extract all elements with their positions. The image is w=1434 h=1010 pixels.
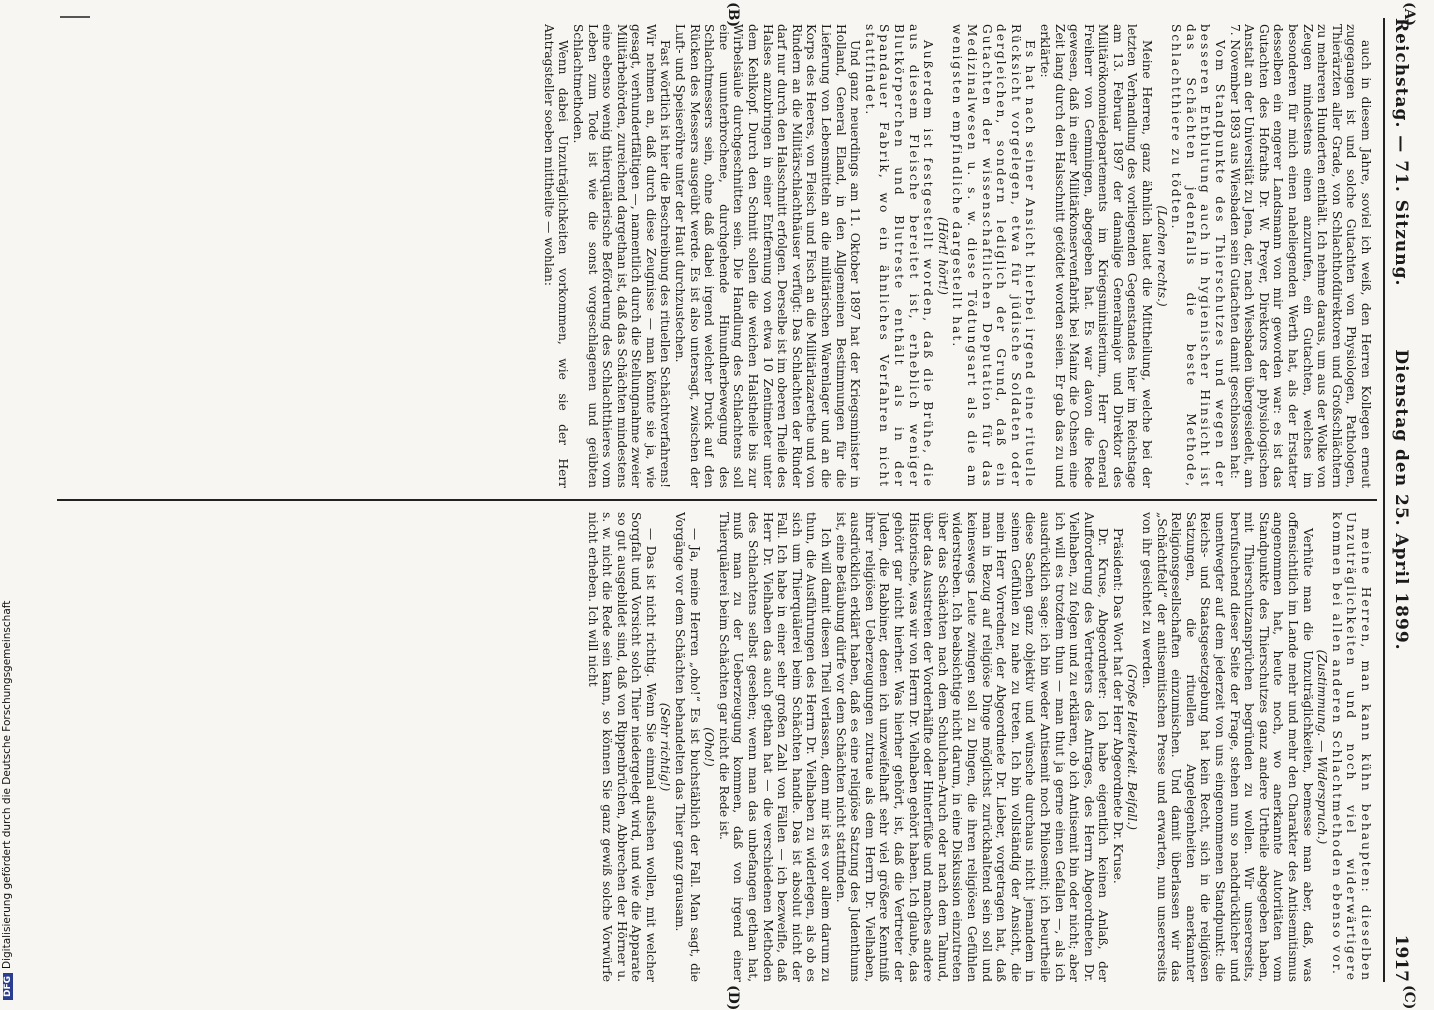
paragraph: Fast wörtlich ist hier die Beschreibung des rituellen Schächtverfahrens! Wir nehmen an, daß durch diese Zeugnisse — man könnte sie ja, wie gesagt, verhundertfältigen —, namentlich durch die Stellungnahme zweier Militärbehörden, zureichend dargethan ist, daß das Schächten mindestens eine ebenso wenig thierquälerische Beförderung des Schlachtthieres vom Leben zum Tode ist wie die sonst vorgeschlagenen und geübten Schlachtmethoden. [570,24,673,488]
paragraph: Wenn dabei Unzuträglichkeiten vorkommen, wie sie der Herr Antragsteller soeben mittheilte — wohlan: [541,24,571,488]
credit-text: Digitalisierung gefördert durch die Deutsche Forschungsgemeinschaft [1,600,13,969]
header-title: Reichstag. — 71. Sitzung. [1391,18,1411,287]
margin-mark-b: (B) [725,2,741,28]
paragraph: Dr. Kruse, Abgeordneter: Ich habe eigentlich keinen Anlaß, der Aufforderung des Vertreters des Antrages, des Herrn Abgeordneten Dr. Vielhaben, zu folgen und zu erklären, ob ich Antisemit bin oder nicht; aber ich will es trotzdem thun — man thut ja gerne einen Gefallen —, als ich ausdrücklich sage: ich bin weder Antisemit noch Philosemit; ich beurtheile diese Sachen ganz objektiv und wünsche durchaus nicht jemandem in seinen Gefühlen zu nahe zu treten. Ich bin vollständig der Ansicht, die mein Herr Vorredner, der Abgeordnete Dr. Lieber, vorgetragen hat, daß man in Bezug auf religiöse Dinge möglichst zurückhaltend sein soll und keineswegs Leute zwingen soll zu Dingen, die ihren religiösen Gefühlen widerstreben. Ich beabsichtige nicht darum, in eine Diskussion einzutreten über das Schächten nach dem Schulchan-Aruch oder nach dem Talmud, über das Ausstreten der Vorderhälfte oder Hinterfüße und manches andere Historische, was wir von Herrn Dr. Vielhaben gehört haben. Ich glaube, das gehört gar nicht hierher. Was hierher gehört, ist, daß die Vertreter der Juden, die Rabbiner, denen ich unzweifelhaft sehr viel größere Kenntniß ihrer religiösen Ueberzeugungen zutraue als dem Herrn Dr. Vielhaben, ausdrücklich erklärt haben, daß es eine religiöse Satzung des Judenthums ist, eine Betäubung dürfe vor dem Schächten nicht stattfinden. [833,512,1111,982]
interjection: (Große Heiterkeit. Beifall.) [1125,664,1140,830]
quotation: Vom Standpunkte des Thierschutzes und wegen der besseren Entblutung auch in hygienischer Hinsicht ist das Schächten jedenfalls die beste Methode, Schlachtthiere zu tödten. [1169,24,1228,488]
paragraph: Verhüte man die Unzuträglichkeiten, bemesse man aber, daß, was offensichtlich im Lande mehr und mehr den Charakter des Antisemitismus angenommen hat, heute noch, wo anerkannte Autoritäten vom Standpunkte des Thierschutzes ganz andere Urtheile abgegeben haben, mit Thierschutzansprüchen begründen zu wollen. Wir unsererseits, berufsuchend dieser Seite der Frage, stehen nun so nachdrücklicher und unentwegter auf dem jederzeit von uns eingenommenen Standpunkt: die Reichs- und Staatsgesetzgebung hat kein Recht, sich in die religiösen Satzungen, die rituellen Angelegenheiten anerkannter Religionsgesellschaften einzumischen. Und damit überlassen wir das „Schächtfeld“ der antisemitischen Presse und erwarten, nun unsererseits von ihr gesichtet zu werden. [1140,512,1315,982]
left-column [43,24,1373,488]
speaker-line: Präsident: Das Wort hat der Herr Abgeordnete Dr. Kruse. [1110,528,1125,884]
margin-mark-a: (A) [1401,2,1417,27]
interjection: (Zustimmung. — Widerspruch.) [1315,649,1330,845]
page-header [1383,18,1411,982]
right-column [43,512,1373,982]
quotation: Außerdem ist festgestellt worden, daß die Brühe, die aus diesem Fleische bereitet ist, erheblich weniger Blutkörperchen und Blutreste enthält als in der Spandauer Fabrik, wo ein ähnliches Verfahren nicht stattfindet. [862,24,936,488]
column-divider [57,499,1377,501]
paragraph: auch in diesem Jahre, soviel ich weiß, den Herren Kollegen erneut zugegangen ist und solche Gutachten von Physiologen, Pathologen, Thierärzten aller Grade, von Schlachthofdirektoren und Großschlächtern zu mehreren Hunderten enthält. Ich nehme daraus, um aus der Wolke von Zeugen mindestens einen anzurufen, ein Gutachten, welches im besonderen für mich einen naheliegenden Werth hat, als der Erstatter desselben ein engerer Landsmann von mir geworden war: es ist das Gutachten des Hofraths Dr. W. Preyer, Direktors der physiologischen Anstalt an der Universität zu Jena, der, nach Wiesbaden übergesiedelt, am 7. November 1893 aus Wiesbaden sein Gutachten damit geschlossen hat: [1227,24,1373,488]
paragraph: Und ganz neuerdings am 11. Oktober 1897 hat der Kriegsminister in Holland, General Eland, in den Allgemeinen Bestimmungen für die Lieferung von Lebensmitteln an die militärischen Warenlager und an die Korps des Heeres, von Fleisch und Fisch an die Militärlazarethe und von Rindern an die Militärschlachthäuser verfügt: Das Schlachten der Rinder darf nur durch den Halsschnitt erfolgen. Derselbe ist im oberen Theile des Halses anzubringen in einer Entfernung von etwa 10 Zentimeter unter dem Kehlkopf. Durch den Schnitt sollen die weichen Halstheile bis zur Wirbelsäule durchgeschnitten sein. Die Handlung des Schlachtens soll eine ununterbrochene, durchgehende Hinundherbewegung des Schlachtmessers sein, ohne daß dabei irgend welcher Druck auf den Rücken des Messers ausgeübt werde. Es ist also untersagt, zwischen der Luft- und Speiseröhre unter der Haut durchzustechen. [673,24,863,488]
interjection: (Hört! hört!) [935,217,950,295]
header-date: Dienstag den 25. April 1899. [1391,349,1411,651]
quotation: Es hat nach seiner Ansicht hierbei irgend eine rituelle Rücksicht vorgelegen, etwa für jüdische Soldaten oder dergleichen, sondern lediglich der Grund, daß ein Gutachten der wissenschaftlichen Deputation für das Medizinalwesen u. s. w. diese Tödtungsart als die am wenigsten empfindliche dargestellt hat. [950,24,1038,488]
paragraph: Meine Herren, ganz ähnlich lautet die Mittheilung, welche bei der letzten Verhandlung des vorliegenden Gegenstandes hier im Reichstage am 13. Februar 1897 der damalige Generalmajor und Direktor des Militärökonomiedepartements im Kriegsministerium, Herr General Freiherr von Gemmingen, abgegeben hat. Es war davon die Rede gewesen, daß in einer Militärkonservenfabrik bei Mainz die Ochsen eine Zeit lang durch den Halsschnitt getödtet worden seien. Er gab das zu und erklärte: [1037,24,1155,488]
interjection: (Oho!) [702,727,717,767]
paragraph: meine Herren, man kann kühn behaupten: dieselben Unzuträglichkeiten und noch viel widerwärtigere kommen bei allen anderen Schlachtmethoden ebenso vor. [1329,512,1373,982]
digitization-credit [1,580,13,1000]
rotated-page-content [17,0,1417,1010]
paragraph: — Ja, meine Herren „oho!“ Es ist buchstäblich der Fall. Man sagt, die Vorgänge vor dem Schächten behandelten das Thier ganz grausam. [673,512,702,982]
interjection: (Lachen rechts.) [1154,205,1169,307]
paragraph: Ich will damit diesen Theil verlassen, denn mir ist es vor allem darum zu thun, die Ausführungen des Herrn Dr. Vielhaben zu widerlegen, als ob es sich um Thierquälerei beim Schächten handle. Das ist absolut nicht der Fall. Ich habe in einer sehr großen Zahl von Fällen — ich bezweifle, daß Herr Dr. Vielhaben das auch gethan hat — die verschiedenen Methoden des Schlachtens selbst gesehen; wenn man das unbefangen gethan hat, muß man zu der Ueberzeugung kommen, daß von irgend einer Thierquälerei beim Schächten gar nicht die Rede ist. [716,512,834,982]
interjection: (Sehr richtig!) [658,702,673,792]
paragraph: — Das ist nicht richtig. Wenn Sie einmal aufsehen wollen, mit welcher Sorgfalt und Vorsicht solch Thier niedergelegt wird, und wie die Apparate so gut ausgebildet sind, daß von Rippenbrüchen, Abbrechen der Hörner u. s. w. nicht die Rede sein kann, so können Sie ganz gewiß solche Vorwürfe nicht erheben. Ich will nicht [585,512,658,982]
page-number: 1917 [1391,934,1411,982]
margin-mark-c: (C) [1401,985,1417,1010]
margin-mark-d: (D) [725,985,741,1010]
dfg-logo-icon: DFG [3,973,13,1000]
